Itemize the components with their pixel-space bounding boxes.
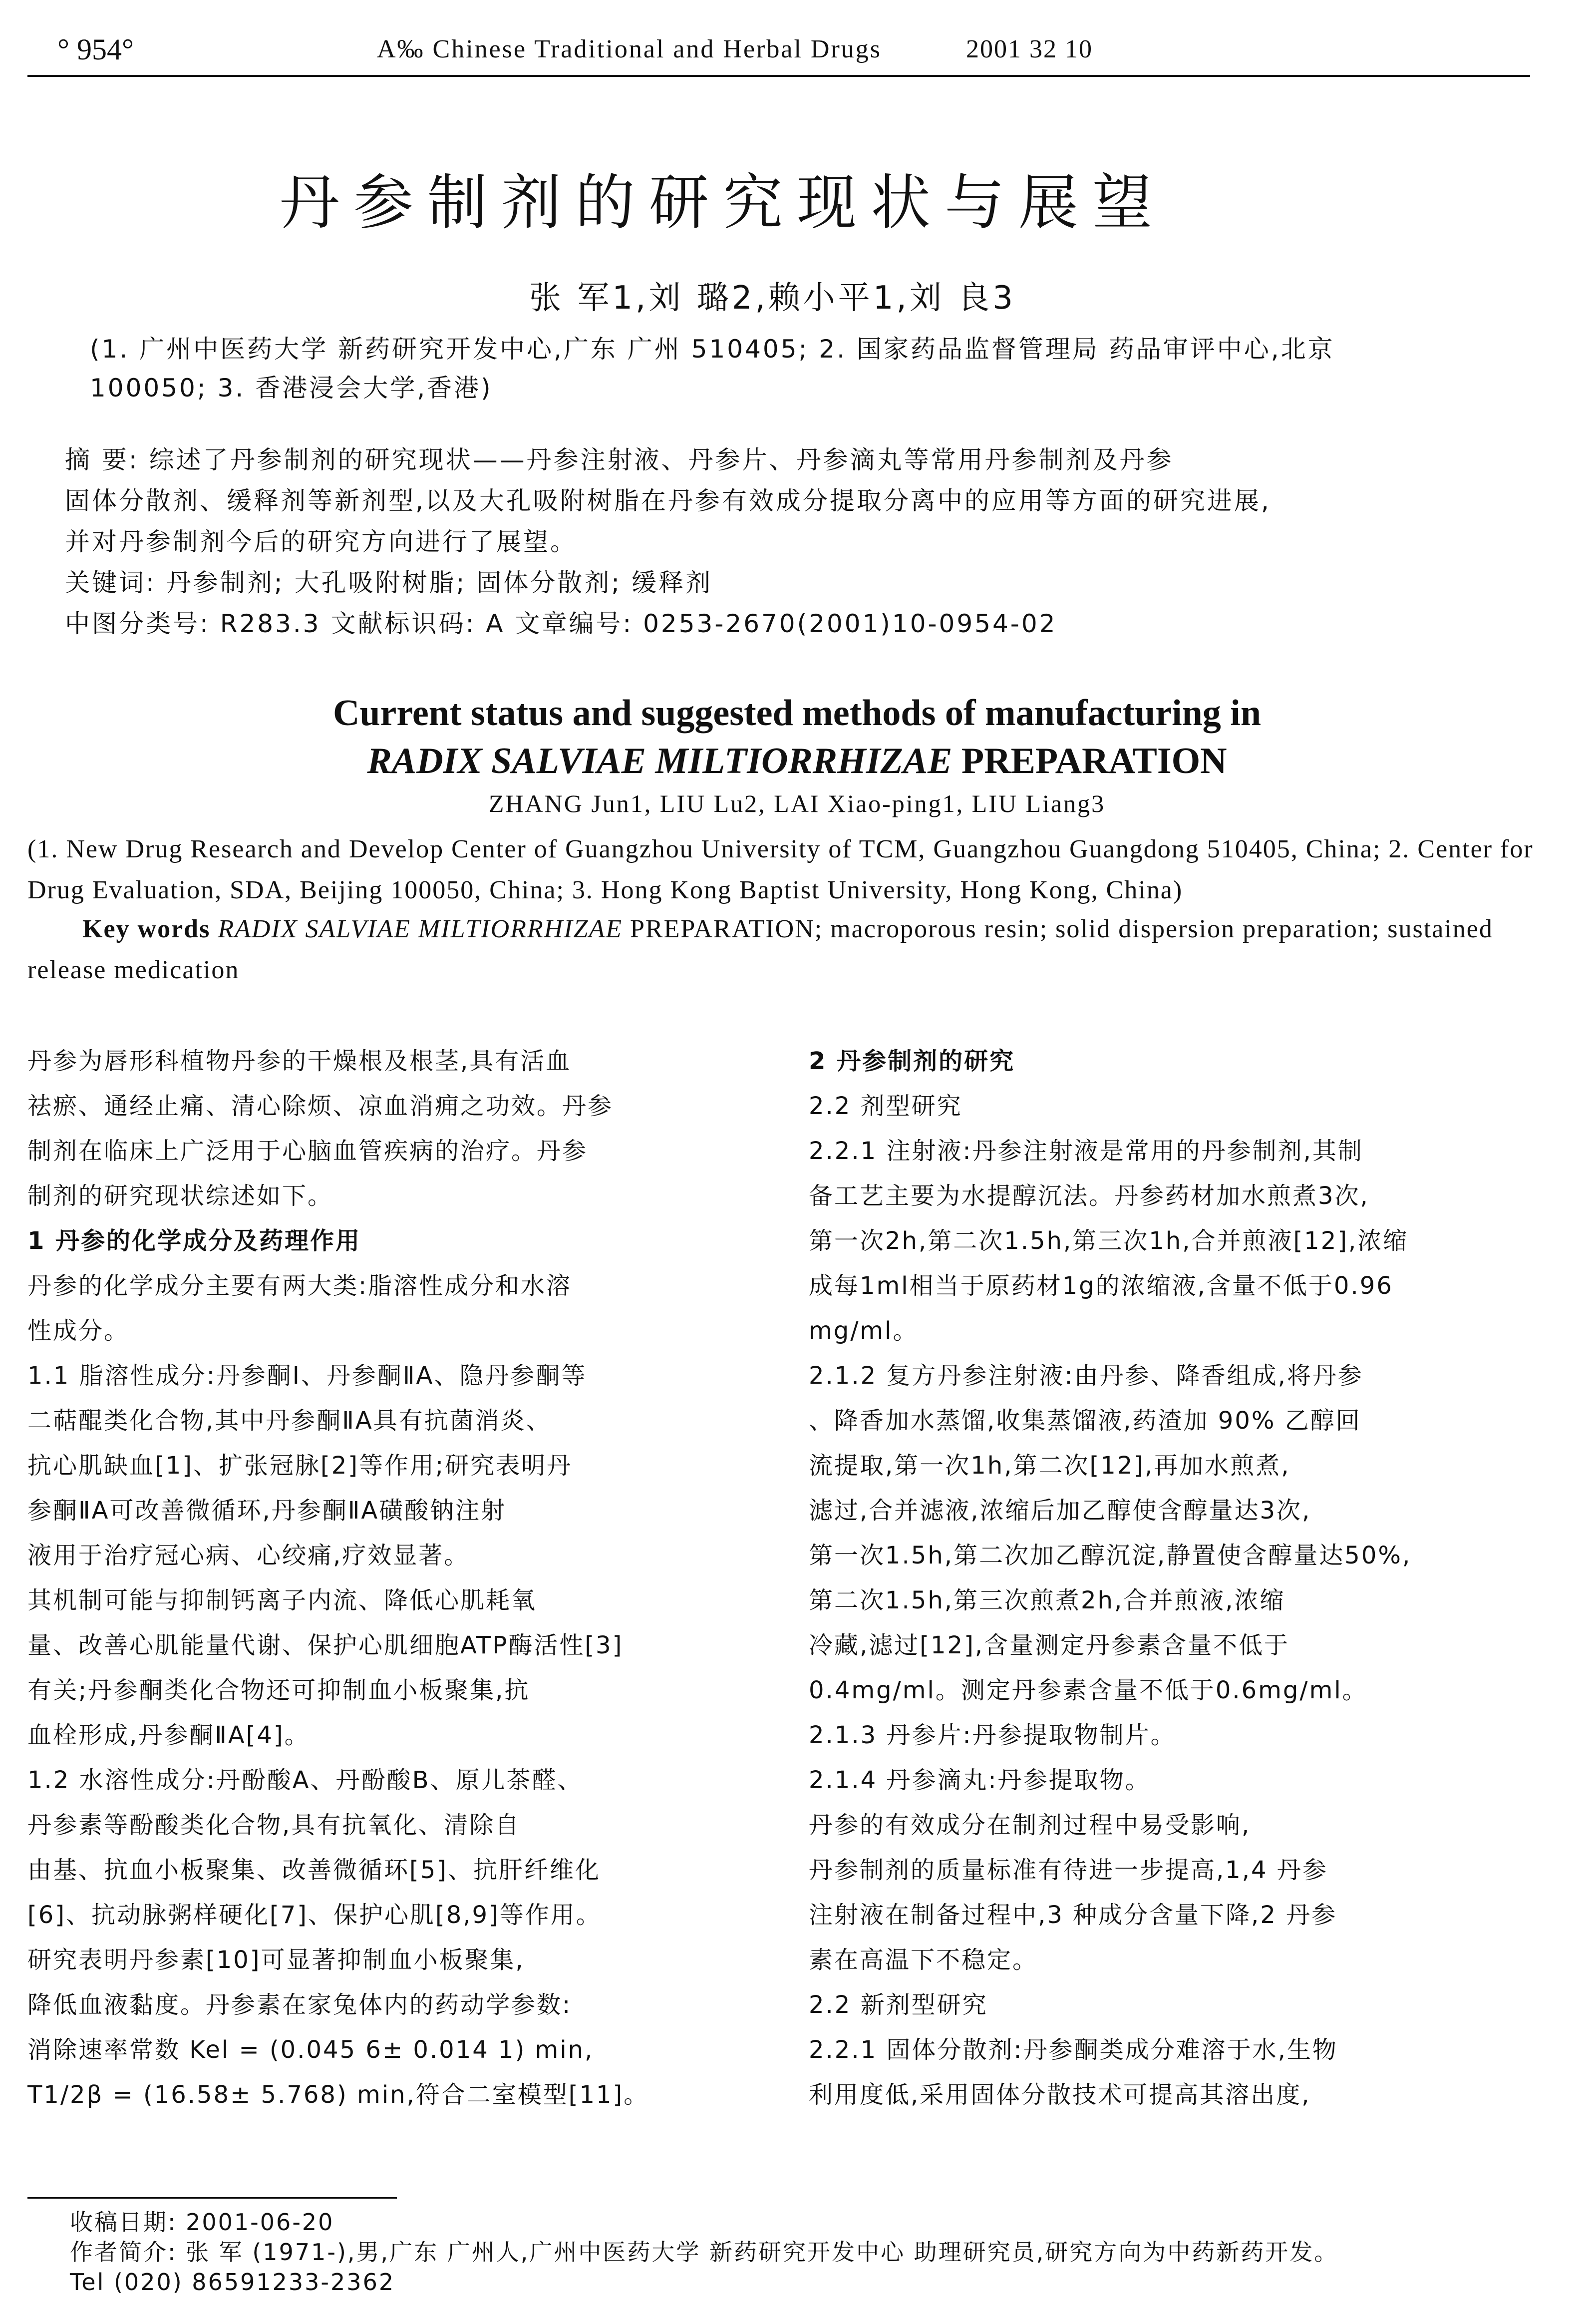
abstract-line: 摘 要: 综述了丹参制剂的研究现状——丹参注射液、丹参片、丹参滴丸等常用丹参制剂及丹参 (65, 445, 1174, 474)
body-line: 祛瘀、通经止痛、清心除烦、凉血消痈之功效。丹参 (27, 1092, 614, 1120)
body-line: 1.2 水溶性成分:丹酚酸A、丹酚酸B、原儿茶醛、 (27, 1766, 583, 1794)
body-line: 冷藏,滤过[12],含量测定丹参素含量不低于 (809, 1631, 1290, 1659)
body-line: 成每1ml相当于原药材1g的浓缩液,含量不低于0.96 (809, 1272, 1393, 1300)
keywords-label: Key words (82, 915, 211, 943)
body-line: 抗心肌缺血[1]、扩张冠脉[2]等作用;研究表明丹 (27, 1452, 573, 1480)
body-line: mg/ml。 (809, 1317, 919, 1345)
footnote (70, 2207, 1518, 2297)
body-line: 2.2 新剂型研究 (809, 1991, 988, 2019)
right-column (809, 1039, 1543, 2117)
chinese-title: 丹参制剂的研究现状与展望 (280, 168, 1166, 238)
chinese-affiliation (90, 330, 1513, 407)
english-title-line1: Current status and suggested methods of manufacturing in (332, 693, 1262, 734)
body-line: 2.2.1 固体分散剂:丹参酮类成分难溶于水,生物 (809, 2036, 1338, 2064)
footnote-line: 收稿日期: 2001-06-20 (70, 2209, 334, 2236)
body-line: T1/2β = (16.58± 5.768) min,符合二室模型[11]。 (27, 2081, 649, 2109)
abstract-line: 并对丹参制剂今后的研究方向进行了展望。 (65, 527, 577, 556)
body-line: 降低血液黏度。丹参素在家兔体内的药动学参数: (27, 1991, 572, 2019)
body-line: 素在高温下不稳定。 (809, 1946, 1038, 1974)
body-line: 丹参的有效成分在制剂过程中易受影响, (809, 1811, 1251, 1839)
english-affiliation: (1. New Drug Research and Develop Center of Guangzhou University of TCM, Guangzhou Guangdong 510405, China; 2. Center for Drug Evaluation, SDA, Beijing 100050, China; 3. Hong Kong Baptist University, Hong Kong, China) (27, 835, 1534, 904)
chinese-authors: 张 军1,刘 璐2,赖小平1,刘 良3 (529, 280, 1016, 317)
body-line: 、降香加水蒸馏,收集蒸馏液,药渣加 90% 乙醇回 (809, 1407, 1361, 1435)
issue-info: 2001 32 10 (966, 35, 1093, 63)
body-line: 滤过,合并滤液,浓缩后加乙醇使含醇量达3次, (809, 1497, 1311, 1525)
left-column (27, 1039, 761, 2117)
body-line: 备工艺主要为水提醇沉法。丹参药材加水煎煮3次, (809, 1182, 1369, 1210)
body-line: 性成分。 (27, 1317, 130, 1345)
body-line: 注射液在制备过程中,3 种成分含量下降,2 丹参 (809, 1901, 1337, 1929)
affiliation-line: 100050; 3. 香港浸会大学,香港) (90, 374, 493, 402)
body-line: 量、改善心肌能量代谢、保护心肌细胞ATP酶活性[3] (27, 1631, 624, 1659)
body-line: 2.2 剂型研究 (809, 1092, 962, 1120)
body-line: 有关;丹参酮类化合物还可抑制血小板聚集,抗 (27, 1676, 530, 1704)
english-authors: ZHANG Jun1, LIU Lu2, LAI Xiao-ping1, LIU Liang3 (488, 789, 1106, 817)
affiliation-line: (1. 广州中医药大学 新药研究开发中心,广东 广州 510405; 2. 国家药品监督管理局 药品审评中心,北京 (90, 335, 1335, 364)
chinese-abstract (65, 439, 1498, 644)
body-line: 2.1.2 复方丹参注射液:由丹参、降香组成,将丹参 (809, 1362, 1363, 1390)
body-line: 流提取,第一次1h,第二次[12],再加水煎煮, (809, 1452, 1290, 1480)
body-line: 丹参制剂的质量标准有待进一步提高,1,4 丹参 (809, 1856, 1328, 1884)
footnote-rule (27, 2197, 397, 2199)
body-line: 血栓形成,丹参酮ⅡA[4]。 (27, 1721, 310, 1749)
body-line: 第二次1.5h,第三次煎煮2h,合并煎液,浓缩 (809, 1586, 1285, 1614)
english-title-line2 (0, 737, 1594, 785)
footnote-line: Tel (020) 86591233-2362 (70, 2269, 395, 2296)
journal-name: A‰ Chinese Traditional and Herbal Drugs (377, 35, 882, 63)
body-line: 丹参为唇形科植物丹参的干燥根及根茎,具有活血 (27, 1047, 572, 1075)
keywords-italic: RADIX SALVIAE MILTIORRHIZAE (218, 915, 623, 943)
body-line: 液用于治疗冠心病、心绞痛,疗效显著。 (27, 1542, 470, 1569)
body-line: [6]、抗动脉粥样硬化[7]、保护心肌[8,9]等作用。 (27, 1901, 602, 1929)
body-line: 1.1 脂溶性成分:丹参酮Ⅰ、丹参酮ⅡA、隐丹参酮等 (27, 1362, 587, 1390)
section-heading: 2 丹参制剂的研究 (809, 1047, 1015, 1075)
body-line: 丹参的化学成分主要有两大类:脂溶性成分和水溶 (27, 1272, 572, 1300)
body-line: 2.1.3 丹参片:丹参提取物制片。 (809, 1721, 1176, 1749)
body-line: 参酮ⅡA可改善微循环,丹参酮ⅡA磺酸钠注射 (27, 1497, 507, 1525)
body-line: 研究表明丹参素[10]可显著抑制血小板聚集, (27, 1946, 525, 1974)
body-line: 制剂的研究现状综述如下。 (27, 1182, 333, 1210)
body-line: 二萜醌类化合物,其中丹参酮ⅡA具有抗菌消炎、 (27, 1407, 552, 1435)
english-title-italic: RADIX SALVIAE MILTIORRHIZAE (367, 741, 953, 781)
body-line: 丹参素等酚酸类化合物,具有抗氧化、清除自 (27, 1811, 521, 1839)
english-title (0, 689, 1594, 785)
running-header (27, 27, 1565, 87)
keywords-rest: PREPARATION; macroporous resin; solid dispersion preparation; sustained release medication (27, 915, 1493, 984)
page-number: ° 954° (57, 33, 134, 66)
keywords-line: 关键词: 丹参制剂; 大孔吸附树脂; 固体分散剂; 缓释剂 (65, 568, 712, 597)
footnote-line: 作者简介: 张 军 (1971-),男,广东 广州人,广州中医药大学 新药研究开发中心 助理研究员,研究方向为中药新药开发。 (70, 2239, 1339, 2266)
body-line: 第一次1.5h,第二次加乙醇沉淀,静置使含醇量达50%, (809, 1542, 1412, 1569)
body-line: 其机制可能与抑制钙离子内流、降低心肌耗氧 (27, 1586, 537, 1614)
body-line: 消除速率常数 Kel = (0.045 6± 0.014 1) min, (27, 2036, 594, 2064)
section-heading: 1 丹参的化学成分及药理作用 (27, 1227, 361, 1255)
body-line: 第一次2h,第二次1.5h,第三次1h,合并煎液[12],浓缩 (809, 1227, 1409, 1255)
body-line: 制剂在临床上广泛用于心脑血管疾病的治疗。丹参 (27, 1137, 588, 1165)
body-line: 由基、抗血小板聚集、改善微循环[5]、抗肝纤维化 (27, 1856, 601, 1884)
abstract-line: 固体分散剂、缓释剂等新剂型,以及大孔吸附树脂在丹参有效成分提取分离中的应用等方面的研究进展, (65, 486, 1271, 515)
body-line: 2.1.4 丹参滴丸:丹参提取物。 (809, 1766, 1151, 1794)
english-keywords (27, 909, 1545, 991)
classification-line: 中图分类号: R283.3 文献标识码: A 文章编号: 0253-2670(2001)10-0954-02 (65, 609, 1057, 638)
english-title-bold: PREPARATION (961, 741, 1227, 781)
body-line: 2.2.1 注射液:丹参注射液是常用的丹参制剂,其制 (809, 1137, 1363, 1165)
header-rule (27, 75, 1530, 77)
body-line: 利用度低,采用固体分散技术可提高其溶出度, (809, 2081, 1311, 2109)
body-line: 0.4mg/ml。测定丹参素含量不低于0.6mg/ml。 (809, 1676, 1368, 1704)
